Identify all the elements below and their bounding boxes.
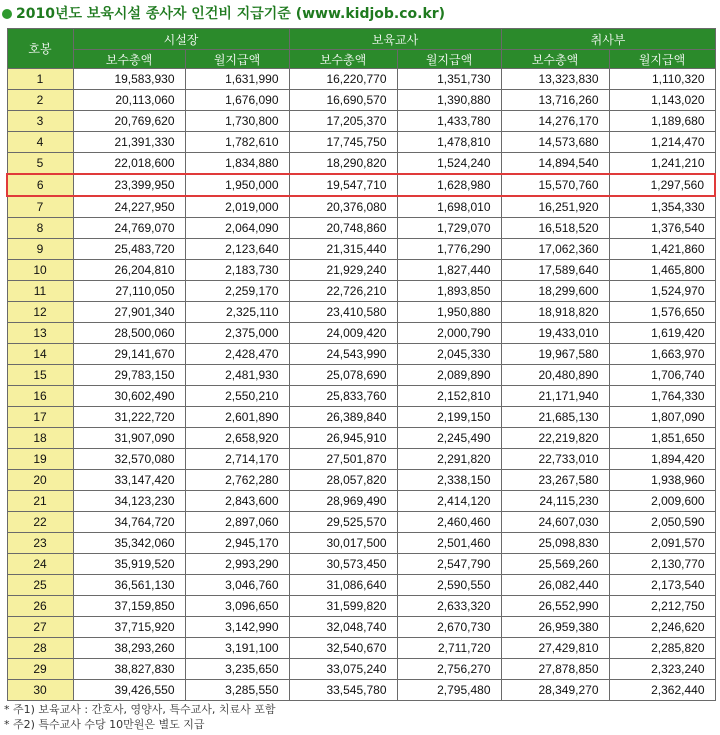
amount-cell: 1,729,070 bbox=[397, 218, 501, 239]
hobong-cell: 5 bbox=[7, 153, 73, 175]
amount-cell: 20,480,890 bbox=[501, 365, 609, 386]
hobong-cell: 27 bbox=[7, 617, 73, 638]
table-row bbox=[7, 680, 715, 701]
amount-cell: 2,601,890 bbox=[185, 407, 289, 428]
amount-cell: 3,285,550 bbox=[185, 680, 289, 701]
amount-cell: 25,569,260 bbox=[501, 554, 609, 575]
amount-cell: 2,130,770 bbox=[609, 554, 715, 575]
amount-cell: 2,291,820 bbox=[397, 449, 501, 470]
amount-cell: 2,045,330 bbox=[397, 344, 501, 365]
table-row bbox=[7, 491, 715, 512]
amount-cell: 2,481,930 bbox=[185, 365, 289, 386]
amount-cell: 1,730,800 bbox=[185, 111, 289, 132]
amount-cell: 2,756,270 bbox=[397, 659, 501, 680]
group-header-cook: 취사부 bbox=[501, 29, 715, 50]
amount-cell: 1,950,000 bbox=[185, 174, 289, 196]
table-row bbox=[7, 344, 715, 365]
table-row bbox=[7, 111, 715, 132]
amount-cell: 21,171,940 bbox=[501, 386, 609, 407]
amount-cell: 32,540,670 bbox=[289, 638, 397, 659]
table-body bbox=[7, 69, 715, 701]
amount-cell: 28,057,820 bbox=[289, 470, 397, 491]
amount-cell: 16,518,520 bbox=[501, 218, 609, 239]
amount-cell: 22,733,010 bbox=[501, 449, 609, 470]
amount-cell: 21,929,240 bbox=[289, 260, 397, 281]
amount-cell: 21,685,130 bbox=[501, 407, 609, 428]
amount-cell: 3,235,650 bbox=[185, 659, 289, 680]
hobong-cell: 24 bbox=[7, 554, 73, 575]
amount-cell: 2,945,170 bbox=[185, 533, 289, 554]
amount-cell: 2,152,810 bbox=[397, 386, 501, 407]
amount-cell: 33,147,420 bbox=[73, 470, 185, 491]
amount-cell: 39,426,550 bbox=[73, 680, 185, 701]
amount-cell: 32,048,740 bbox=[289, 617, 397, 638]
hobong-cell: 17 bbox=[7, 407, 73, 428]
amount-cell: 31,222,720 bbox=[73, 407, 185, 428]
amount-cell: 1,950,880 bbox=[397, 302, 501, 323]
table-row bbox=[7, 533, 715, 554]
amount-cell: 2,547,790 bbox=[397, 554, 501, 575]
amount-cell: 1,433,780 bbox=[397, 111, 501, 132]
amount-cell: 2,550,210 bbox=[185, 386, 289, 407]
amount-cell: 2,714,170 bbox=[185, 449, 289, 470]
subheader-monthly: 월지급액 bbox=[609, 50, 715, 69]
amount-cell: 2,019,000 bbox=[185, 196, 289, 218]
amount-cell: 24,227,950 bbox=[73, 196, 185, 218]
amount-cell: 33,075,240 bbox=[289, 659, 397, 680]
amount-cell: 21,315,440 bbox=[289, 239, 397, 260]
amount-cell: 22,726,210 bbox=[289, 281, 397, 302]
amount-cell: 24,115,230 bbox=[501, 491, 609, 512]
amount-cell: 1,524,970 bbox=[609, 281, 715, 302]
amount-cell: 3,142,990 bbox=[185, 617, 289, 638]
hobong-cell: 20 bbox=[7, 470, 73, 491]
amount-cell: 2,375,000 bbox=[185, 323, 289, 344]
hobong-cell: 1 bbox=[7, 69, 73, 90]
amount-cell: 2,199,150 bbox=[397, 407, 501, 428]
amount-cell: 34,764,720 bbox=[73, 512, 185, 533]
amount-cell: 2,658,920 bbox=[185, 428, 289, 449]
table-row bbox=[7, 554, 715, 575]
table-row bbox=[7, 365, 715, 386]
amount-cell: 22,219,820 bbox=[501, 428, 609, 449]
table-row bbox=[7, 218, 715, 239]
amount-cell: 25,078,690 bbox=[289, 365, 397, 386]
amount-cell: 28,349,270 bbox=[501, 680, 609, 701]
amount-cell: 1,776,290 bbox=[397, 239, 501, 260]
amount-cell: 23,399,950 bbox=[73, 174, 185, 196]
hobong-cell: 30 bbox=[7, 680, 73, 701]
table-row bbox=[7, 132, 715, 153]
table-row bbox=[7, 174, 715, 196]
amount-cell: 2,173,540 bbox=[609, 575, 715, 596]
amount-cell: 27,501,870 bbox=[289, 449, 397, 470]
amount-cell: 28,500,060 bbox=[73, 323, 185, 344]
amount-cell: 1,351,730 bbox=[397, 69, 501, 90]
amount-cell: 38,827,830 bbox=[73, 659, 185, 680]
hobong-cell: 10 bbox=[7, 260, 73, 281]
amount-cell: 25,098,830 bbox=[501, 533, 609, 554]
amount-cell: 26,945,910 bbox=[289, 428, 397, 449]
amount-cell: 2,762,280 bbox=[185, 470, 289, 491]
amount-cell: 1,628,980 bbox=[397, 174, 501, 196]
amount-cell: 14,573,680 bbox=[501, 132, 609, 153]
table-row bbox=[7, 659, 715, 680]
amount-cell: 24,543,990 bbox=[289, 344, 397, 365]
amount-cell: 2,897,060 bbox=[185, 512, 289, 533]
amount-cell: 18,290,820 bbox=[289, 153, 397, 175]
amount-cell: 2,362,440 bbox=[609, 680, 715, 701]
amount-cell: 35,919,520 bbox=[73, 554, 185, 575]
hobong-cell: 12 bbox=[7, 302, 73, 323]
amount-cell: 31,599,820 bbox=[289, 596, 397, 617]
amount-cell: 20,376,080 bbox=[289, 196, 397, 218]
hobong-cell: 4 bbox=[7, 132, 73, 153]
amount-cell: 2,670,730 bbox=[397, 617, 501, 638]
amount-cell: 22,018,600 bbox=[73, 153, 185, 175]
amount-cell: 3,096,650 bbox=[185, 596, 289, 617]
amount-cell: 20,748,860 bbox=[289, 218, 397, 239]
amount-cell: 1,478,810 bbox=[397, 132, 501, 153]
amount-cell: 17,062,360 bbox=[501, 239, 609, 260]
hobong-header: 호봉 bbox=[7, 29, 73, 69]
hobong-cell: 28 bbox=[7, 638, 73, 659]
amount-cell: 1,834,880 bbox=[185, 153, 289, 175]
title-text: 2010년도 보육시설 종사자 인건비 지급기준 (www.kidjob.co.kr) bbox=[16, 6, 446, 22]
amount-cell: 2,428,470 bbox=[185, 344, 289, 365]
amount-cell: 18,299,600 bbox=[501, 281, 609, 302]
amount-cell: 1,421,860 bbox=[609, 239, 715, 260]
hobong-cell: 13 bbox=[7, 323, 73, 344]
table-row bbox=[7, 69, 715, 90]
amount-cell: 1,110,320 bbox=[609, 69, 715, 90]
amount-cell: 1,893,850 bbox=[397, 281, 501, 302]
amount-cell: 26,959,380 bbox=[501, 617, 609, 638]
amount-cell: 26,082,440 bbox=[501, 575, 609, 596]
salary-table bbox=[6, 28, 716, 701]
amount-cell: 25,833,760 bbox=[289, 386, 397, 407]
amount-cell: 2,089,890 bbox=[397, 365, 501, 386]
amount-cell: 2,460,460 bbox=[397, 512, 501, 533]
hobong-cell: 7 bbox=[7, 196, 73, 218]
amount-cell: 23,410,580 bbox=[289, 302, 397, 323]
amount-cell: 27,110,050 bbox=[73, 281, 185, 302]
amount-cell: 20,113,060 bbox=[73, 90, 185, 111]
table-row bbox=[7, 407, 715, 428]
amount-cell: 27,901,340 bbox=[73, 302, 185, 323]
amount-cell: 37,715,920 bbox=[73, 617, 185, 638]
amount-cell: 32,570,080 bbox=[73, 449, 185, 470]
amount-cell: 2,064,090 bbox=[185, 218, 289, 239]
table-row bbox=[7, 512, 715, 533]
amount-cell: 25,483,720 bbox=[73, 239, 185, 260]
table-row bbox=[7, 302, 715, 323]
footnote-1: * 주1) 보육교사 : 간호사, 영양사, 특수교사, 치료사 포함 bbox=[4, 703, 276, 716]
table-row bbox=[7, 260, 715, 281]
amount-cell: 2,338,150 bbox=[397, 470, 501, 491]
hobong-cell: 14 bbox=[7, 344, 73, 365]
subheader-monthly: 월지급액 bbox=[185, 50, 289, 69]
hobong-cell: 6 bbox=[7, 174, 73, 196]
table-row bbox=[7, 638, 715, 659]
amount-cell: 23,267,580 bbox=[501, 470, 609, 491]
amount-cell: 19,433,010 bbox=[501, 323, 609, 344]
amount-cell: 1,354,330 bbox=[609, 196, 715, 218]
amount-cell: 29,525,570 bbox=[289, 512, 397, 533]
amount-cell: 21,391,330 bbox=[73, 132, 185, 153]
amount-cell: 24,607,030 bbox=[501, 512, 609, 533]
hobong-cell: 9 bbox=[7, 239, 73, 260]
hobong-cell: 11 bbox=[7, 281, 73, 302]
amount-cell: 2,325,110 bbox=[185, 302, 289, 323]
amount-cell: 27,429,810 bbox=[501, 638, 609, 659]
amount-cell: 1,894,420 bbox=[609, 449, 715, 470]
amount-cell: 3,191,100 bbox=[185, 638, 289, 659]
amount-cell: 19,547,710 bbox=[289, 174, 397, 196]
amount-cell: 30,017,500 bbox=[289, 533, 397, 554]
subheader-annual: 보수총액 bbox=[501, 50, 609, 69]
amount-cell: 1,189,680 bbox=[609, 111, 715, 132]
amount-cell: 1,376,540 bbox=[609, 218, 715, 239]
hobong-cell: 29 bbox=[7, 659, 73, 680]
amount-cell: 2,843,600 bbox=[185, 491, 289, 512]
table-row bbox=[7, 470, 715, 491]
amount-cell: 13,716,260 bbox=[501, 90, 609, 111]
amount-cell: 1,631,990 bbox=[185, 69, 289, 90]
amount-cell: 1,524,240 bbox=[397, 153, 501, 175]
amount-cell: 2,050,590 bbox=[609, 512, 715, 533]
amount-cell: 27,878,850 bbox=[501, 659, 609, 680]
hobong-cell: 18 bbox=[7, 428, 73, 449]
table-row bbox=[7, 386, 715, 407]
amount-cell: 26,389,840 bbox=[289, 407, 397, 428]
hobong-cell: 23 bbox=[7, 533, 73, 554]
amount-cell: 31,907,090 bbox=[73, 428, 185, 449]
amount-cell: 13,323,830 bbox=[501, 69, 609, 90]
amount-cell: 14,276,170 bbox=[501, 111, 609, 132]
amount-cell: 36,561,130 bbox=[73, 575, 185, 596]
amount-cell: 1,698,010 bbox=[397, 196, 501, 218]
amount-cell: 24,009,420 bbox=[289, 323, 397, 344]
amount-cell: 24,769,070 bbox=[73, 218, 185, 239]
amount-cell: 2,212,750 bbox=[609, 596, 715, 617]
bullet-icon bbox=[2, 9, 12, 19]
amount-cell: 16,220,770 bbox=[289, 69, 397, 90]
hobong-cell: 21 bbox=[7, 491, 73, 512]
amount-cell: 1,706,740 bbox=[609, 365, 715, 386]
amount-cell: 2,414,120 bbox=[397, 491, 501, 512]
amount-cell: 1,663,970 bbox=[609, 344, 715, 365]
footnote-2: * 주2) 특수교사 수당 10만원은 별도 지급 bbox=[4, 718, 205, 731]
amount-cell: 1,241,210 bbox=[609, 153, 715, 175]
amount-cell: 30,573,450 bbox=[289, 554, 397, 575]
page-title bbox=[2, 3, 445, 25]
amount-cell: 1,851,650 bbox=[609, 428, 715, 449]
amount-cell: 17,205,370 bbox=[289, 111, 397, 132]
amount-cell: 29,141,670 bbox=[73, 344, 185, 365]
amount-cell: 1,143,020 bbox=[609, 90, 715, 111]
table-row bbox=[7, 90, 715, 111]
hobong-cell: 8 bbox=[7, 218, 73, 239]
amount-cell: 16,251,920 bbox=[501, 196, 609, 218]
amount-cell: 28,969,490 bbox=[289, 491, 397, 512]
amount-cell: 1,465,800 bbox=[609, 260, 715, 281]
amount-cell: 35,342,060 bbox=[73, 533, 185, 554]
amount-cell: 2,259,170 bbox=[185, 281, 289, 302]
subheader-annual: 보수총액 bbox=[73, 50, 185, 69]
amount-cell: 26,204,810 bbox=[73, 260, 185, 281]
hobong-cell: 16 bbox=[7, 386, 73, 407]
table-row bbox=[7, 281, 715, 302]
amount-cell: 1,938,960 bbox=[609, 470, 715, 491]
table-row bbox=[7, 196, 715, 218]
table-row bbox=[7, 239, 715, 260]
amount-cell: 1,827,440 bbox=[397, 260, 501, 281]
amount-cell: 2,501,460 bbox=[397, 533, 501, 554]
amount-cell: 26,552,990 bbox=[501, 596, 609, 617]
amount-cell: 17,589,640 bbox=[501, 260, 609, 281]
subheader-annual: 보수총액 bbox=[289, 50, 397, 69]
amount-cell: 2,285,820 bbox=[609, 638, 715, 659]
table-row bbox=[7, 575, 715, 596]
amount-cell: 1,782,610 bbox=[185, 132, 289, 153]
amount-cell: 2,246,620 bbox=[609, 617, 715, 638]
amount-cell: 1,297,560 bbox=[609, 174, 715, 196]
hobong-cell: 25 bbox=[7, 575, 73, 596]
amount-cell: 38,293,260 bbox=[73, 638, 185, 659]
amount-cell: 2,633,320 bbox=[397, 596, 501, 617]
amount-cell: 14,894,540 bbox=[501, 153, 609, 175]
amount-cell: 1,619,420 bbox=[609, 323, 715, 344]
amount-cell: 3,046,760 bbox=[185, 575, 289, 596]
amount-cell: 1,764,330 bbox=[609, 386, 715, 407]
amount-cell: 34,123,230 bbox=[73, 491, 185, 512]
hobong-cell: 3 bbox=[7, 111, 73, 132]
amount-cell: 2,000,790 bbox=[397, 323, 501, 344]
amount-cell: 16,690,570 bbox=[289, 90, 397, 111]
group-header-director: 시설장 bbox=[73, 29, 289, 50]
amount-cell: 2,123,640 bbox=[185, 239, 289, 260]
table-row bbox=[7, 428, 715, 449]
amount-cell: 2,590,550 bbox=[397, 575, 501, 596]
amount-cell: 1,576,650 bbox=[609, 302, 715, 323]
amount-cell: 1,807,090 bbox=[609, 407, 715, 428]
hobong-cell: 22 bbox=[7, 512, 73, 533]
subheader-monthly: 월지급액 bbox=[397, 50, 501, 69]
amount-cell: 2,091,570 bbox=[609, 533, 715, 554]
group-header-teacher: 보육교사 bbox=[289, 29, 501, 50]
hobong-cell: 2 bbox=[7, 90, 73, 111]
amount-cell: 31,086,640 bbox=[289, 575, 397, 596]
hobong-cell: 26 bbox=[7, 596, 73, 617]
amount-cell: 18,918,820 bbox=[501, 302, 609, 323]
table-row bbox=[7, 596, 715, 617]
amount-cell: 2,795,480 bbox=[397, 680, 501, 701]
amount-cell: 1,214,470 bbox=[609, 132, 715, 153]
table-row bbox=[7, 153, 715, 175]
table-row bbox=[7, 323, 715, 344]
amount-cell: 20,769,620 bbox=[73, 111, 185, 132]
amount-cell: 33,545,780 bbox=[289, 680, 397, 701]
table-row bbox=[7, 449, 715, 470]
amount-cell: 2,245,490 bbox=[397, 428, 501, 449]
amount-cell: 37,159,850 bbox=[73, 596, 185, 617]
amount-cell: 15,570,760 bbox=[501, 174, 609, 196]
hobong-cell: 19 bbox=[7, 449, 73, 470]
amount-cell: 2,711,720 bbox=[397, 638, 501, 659]
amount-cell: 29,783,150 bbox=[73, 365, 185, 386]
amount-cell: 1,676,090 bbox=[185, 90, 289, 111]
table-row bbox=[7, 617, 715, 638]
amount-cell: 2,993,290 bbox=[185, 554, 289, 575]
amount-cell: 30,602,490 bbox=[73, 386, 185, 407]
hobong-cell: 15 bbox=[7, 365, 73, 386]
amount-cell: 17,745,750 bbox=[289, 132, 397, 153]
amount-cell: 1,390,880 bbox=[397, 90, 501, 111]
amount-cell: 19,967,580 bbox=[501, 344, 609, 365]
amount-cell: 2,323,240 bbox=[609, 659, 715, 680]
footnotes bbox=[4, 702, 275, 732]
amount-cell: 2,183,730 bbox=[185, 260, 289, 281]
amount-cell: 19,583,930 bbox=[73, 69, 185, 90]
amount-cell: 2,009,600 bbox=[609, 491, 715, 512]
